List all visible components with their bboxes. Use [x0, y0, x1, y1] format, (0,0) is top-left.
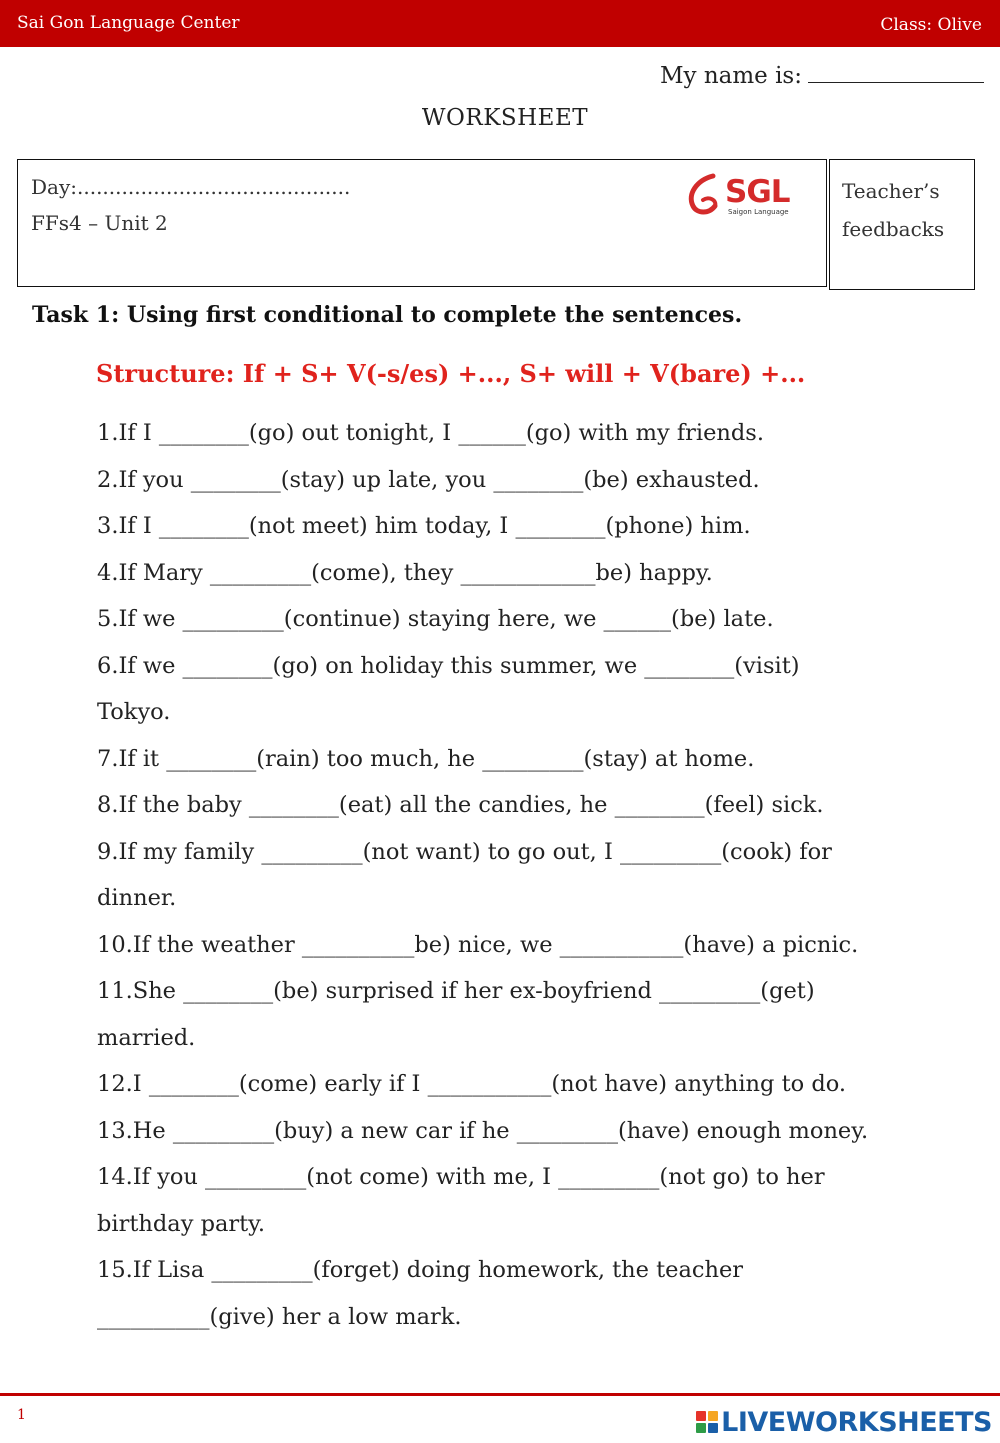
sgl-logo	[683, 172, 795, 222]
structure-formula: Structure: If + S+ V(-s/es) +..., S+ will + V(bare) +...	[96, 359, 806, 388]
question-line[interactable]: 9.If my family _________(not want) to go out, I _________(cook) for	[97, 838, 832, 865]
footer-divider	[0, 1393, 1000, 1396]
question-line[interactable]: 5.If we _________(continue) staying here, we ______(be) late.	[97, 606, 774, 632]
question-line[interactable]: 14.If you _________(not come) with me, I _________(not go) to her	[97, 1164, 825, 1190]
question-line[interactable]: 3.If I ________(not meet) him today, I ________(phone) him.	[97, 513, 751, 539]
page-number: 1	[17, 1407, 26, 1423]
name-blank[interactable]	[808, 64, 984, 83]
question-line[interactable]: 1.If I ________(go) out tonight, I ______(go) with my friends.	[97, 420, 765, 446]
question-line[interactable]: Tokyo.	[97, 699, 171, 725]
center-name: Sai Gon Language Center	[17, 13, 240, 33]
question-line[interactable]: married.	[97, 1024, 196, 1051]
student-name-line	[660, 63, 984, 89]
question-line[interactable]: 12.I ________(come) early if I ___________(not have) anything to do.	[97, 1071, 847, 1097]
feedback-label	[842, 172, 944, 248]
teacher-feedback-box	[829, 159, 975, 290]
liveworksheets-brand: LIVEWORKSHEETS	[721, 1406, 992, 1438]
logo-subtitle: Saigon Language	[728, 208, 789, 216]
feedback-line-2: feedbacks	[842, 217, 945, 241]
name-label: My name is:	[659, 63, 802, 89]
question-line[interactable]: birthday party.	[97, 1210, 266, 1237]
question-line[interactable]: 8.If the baby ________(eat) all the candies, he ________(feel) sick.	[97, 792, 824, 818]
class-label: Class: Olive	[880, 15, 982, 35]
sgl-swoosh-icon	[683, 172, 727, 222]
question-line[interactable]: 13.He _________(buy) a new car if he _________(have) enough money.	[97, 1117, 869, 1144]
day-field: Day:...........................................	[31, 175, 351, 199]
question-line[interactable]: 2.If you ________(stay) up late, you ________(be) exhausted.	[97, 466, 760, 493]
worksheet-title: WORKSHEET	[421, 105, 589, 131]
logo-text: SGL	[725, 174, 790, 210]
liveworksheets-logo[interactable]	[696, 1406, 992, 1438]
question-line[interactable]: 10.If the weather __________be) nice, we ___________(have) a picnic.	[97, 931, 859, 958]
feedback-line-1: Teacher’s	[842, 179, 940, 203]
question-line[interactable]: 4.If Mary _________(come), they ____________be) happy.	[97, 559, 713, 586]
header-bar	[0, 0, 1000, 47]
question-line[interactable]: __________(give) her a low mark.	[97, 1303, 462, 1330]
question-list	[97, 410, 977, 1340]
info-box	[17, 159, 827, 287]
question-line[interactable]: 7.If it ________(rain) too much, he _________(stay) at home.	[97, 745, 755, 772]
task-heading: Task 1: Using first conditional to complete the sentences.	[32, 302, 743, 328]
unit-label: FFs4 – Unit 2	[31, 211, 168, 235]
question-line[interactable]: 6.If we ________(go) on holiday this summer, we ________(visit)	[97, 652, 800, 679]
question-line[interactable]: 11.She ________(be) surprised if her ex-boyfriend _________(get)	[97, 978, 815, 1004]
question-line[interactable]: dinner.	[97, 885, 177, 911]
question-line[interactable]: 15.If Lisa _________(forget) doing homework, the teacher	[97, 1257, 744, 1283]
liveworksheets-icon	[696, 1411, 718, 1433]
